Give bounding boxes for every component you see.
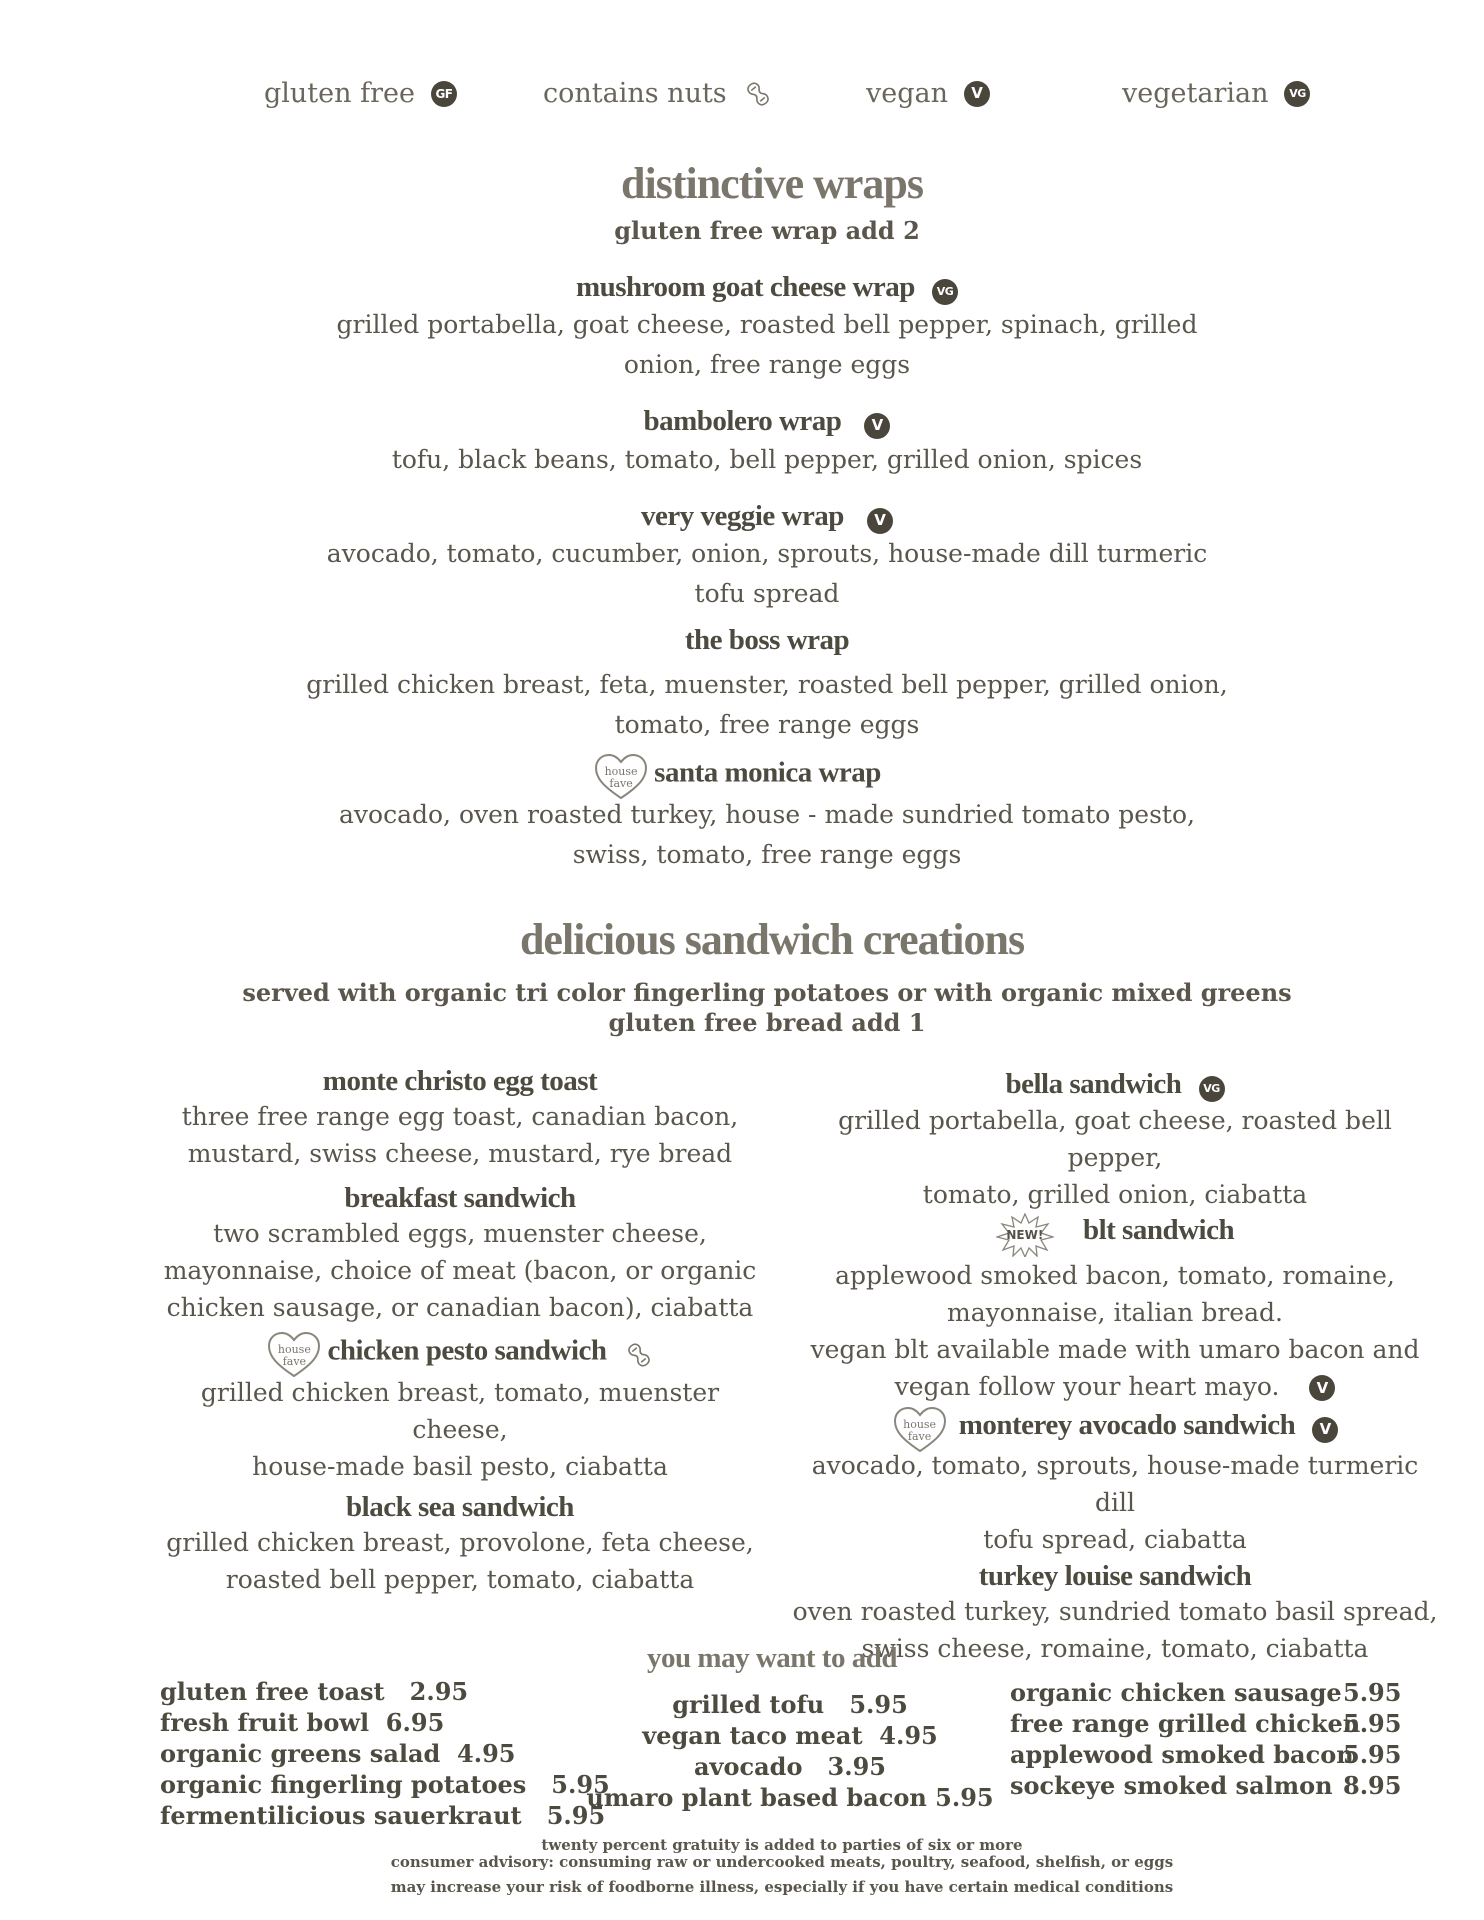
addon-item: organic chicken sausage 5.95 <box>1010 1678 1402 1707</box>
peanut-icon <box>743 79 773 109</box>
consumer-advisory: consumer advisory: consuming raw or undercooked meats, poultry, seafood, shelfish, or eggs <box>390 1853 1174 1871</box>
vegetarian-icon: VG <box>1199 1076 1225 1102</box>
addon-item: fermentilicious sauerkraut 5.95 <box>160 1801 606 1830</box>
addon-item: umaro plant based bacon 5.95 <box>586 1783 994 1812</box>
vegetarian-icon: VG <box>1284 81 1310 107</box>
vegan-icon: V <box>1309 1375 1335 1401</box>
sandwich-item-desc: grilled chicken breast, tomato, muenster cheese, house-made basil pesto, ciabatta <box>200 1378 720 1481</box>
addon-item: vegan taco meat 4.95 <box>642 1721 938 1750</box>
sandwich-note: served with organic tri color fingerling potatoes or with organic mixed greens <box>242 978 1292 1007</box>
legend-vegetarian <box>1122 78 1310 109</box>
sandwich-item-desc: grilled chicken breast, provolone, feta cheese, roasted bell pepper, tomato, ciabatta <box>166 1528 754 1594</box>
wraps-note: gluten free wrap add 2 <box>614 216 920 245</box>
addon-item: free range grilled chicken 5.95 <box>1010 1709 1402 1738</box>
vegan-icon: V <box>1312 1417 1338 1443</box>
gluten-free-bread-note: gluten free bread add 1 <box>608 1008 926 1037</box>
wrap-item-title: bambolero wrap V <box>25 405 1484 439</box>
wrap-item-title: house fave santa monica wrap <box>0 752 1479 802</box>
wraps-section-title: distinctive wraps <box>621 159 923 208</box>
sandwich-item-desc: grilled portabella, goat cheese, roasted bell pepper, tomato, grilled onion, ciabatta <box>838 1105 1392 1209</box>
sandwich-column-left <box>150 1065 770 1598</box>
peanut-icon <box>624 1340 654 1370</box>
addon-item: organic greens salad 4.95 <box>160 1739 516 1768</box>
addon-item: fresh fruit bowl 6.95 <box>160 1708 445 1737</box>
legend-gluten-free <box>264 78 457 109</box>
addons-left-list <box>160 1676 610 1831</box>
sandwich-item-title: black sea sandwich <box>346 1491 574 1523</box>
vegan-icon: V <box>867 508 893 534</box>
legend-vegetarian-label: vegetarian <box>1122 78 1269 109</box>
consumer-advisory-cont: may increase your risk of foodborne illness, especially if you have certain medical conditions <box>390 1878 1174 1896</box>
house-fave-heart-icon: house fave <box>892 1405 948 1455</box>
sandwich-item-title: turkey louise sandwich <box>978 1559 1252 1592</box>
addon-item: avocado 3.95 <box>694 1752 886 1781</box>
addon-item: grilled tofu 5.95 <box>672 1690 908 1719</box>
sandwich-item-title: breakfast sandwich <box>344 1182 576 1214</box>
addon-item: applewood smoked bacon 5.95 <box>1010 1740 1402 1769</box>
legend-contains-nuts-label: contains nuts <box>543 78 727 109</box>
addons-right-list <box>1010 1677 1401 1801</box>
wrap-item-title: mushroom goat cheese wrap VG <box>25 271 1484 305</box>
sandwich-item-title: NEW! blt sandwich <box>790 1213 1440 1257</box>
wrap-item-desc: avocado, tomato, cucumber, onion, sprouts, house-made dill turmeric tofu spread <box>326 539 1208 608</box>
sandwich-item-title: bella sandwich VG <box>790 1068 1440 1102</box>
wrap-item-desc: tofu, black beans, tomato, bell pepper, grilled onion, spices <box>391 445 1143 474</box>
wrap-item-desc: grilled chicken breast, feta, muenster, roasted bell pepper, grilled onion, tomato, free range eggs <box>306 670 1228 739</box>
addons-title: you may want to add <box>647 1642 897 1674</box>
addon-item: sockeye smoked salmon 8.95 <box>1010 1771 1402 1800</box>
sandwich-item-title: house fave chicken pesto sandwich <box>150 1330 770 1380</box>
vegan-icon: V <box>864 413 890 439</box>
addons-middle-list <box>580 1689 1000 1813</box>
sandwich-item-desc: three free range egg toast, canadian bacon, mustard, swiss cheese, mustard, rye bread <box>181 1102 739 1168</box>
sandwich-item-title: house fave monterey avocado sandwich V <box>790 1405 1440 1455</box>
sandwich-item-desc: avocado, tomato, sprouts, house-made turmeric dill tofu spread, ciabatta <box>811 1450 1419 1554</box>
sandwich-section-title: delicious sandwich creations <box>519 915 1025 964</box>
wrap-item-title: very veggie wrap V <box>25 500 1484 534</box>
sandwich-item-title: monte christo egg toast <box>322 1065 598 1097</box>
gluten-free-icon: GF <box>431 81 457 107</box>
legend-vegan <box>866 78 990 109</box>
house-fave-heart-icon: house fave <box>266 1330 322 1380</box>
legend-gluten-free-label: gluten free <box>264 78 415 109</box>
gratuity-note: twenty percent gratuity is added to parties of six or more <box>541 1836 1023 1854</box>
sandwich-item-desc: two scrambled eggs, muenster cheese, mayonnaise, choice of meat (bacon, or organic chicken sausage, or canadian bacon), ciabatta <box>163 1219 757 1322</box>
wrap-item-desc: avocado, oven roasted turkey, house - made sundried tomato pesto, swiss, tomato, free range eggs <box>339 800 1195 869</box>
addon-item: organic fingerling potatoes 5.95 <box>160 1770 610 1799</box>
wrap-item-desc: grilled portabella, goat cheese, roasted bell pepper, spinach, grilled onion, free range eggs <box>336 310 1198 379</box>
house-fave-heart-icon: house fave <box>593 752 649 802</box>
sandwich-item-desc: applewood smoked bacon, tomato, romaine, mayonnaise, italian bread. vegan blt available made with umaro bacon and vegan follow your heart mayo. V <box>810 1260 1420 1401</box>
addon-item: gluten free toast 2.95 <box>160 1677 469 1706</box>
wrap-item-title: the boss wrap <box>684 624 850 656</box>
new-starburst-icon: NEW! <box>996 1213 1054 1257</box>
sandwich-item-desc: oven roasted turkey, sundried tomato basil spread, swiss cheese, romaine, tomato, ciabatta <box>792 1596 1438 1663</box>
vegan-icon: V <box>964 81 990 107</box>
legend-contains-nuts <box>543 78 773 109</box>
legend-vegan-label: vegan <box>866 78 949 109</box>
sandwich-column-right <box>790 1068 1440 1667</box>
vegetarian-icon: VG <box>932 279 958 305</box>
